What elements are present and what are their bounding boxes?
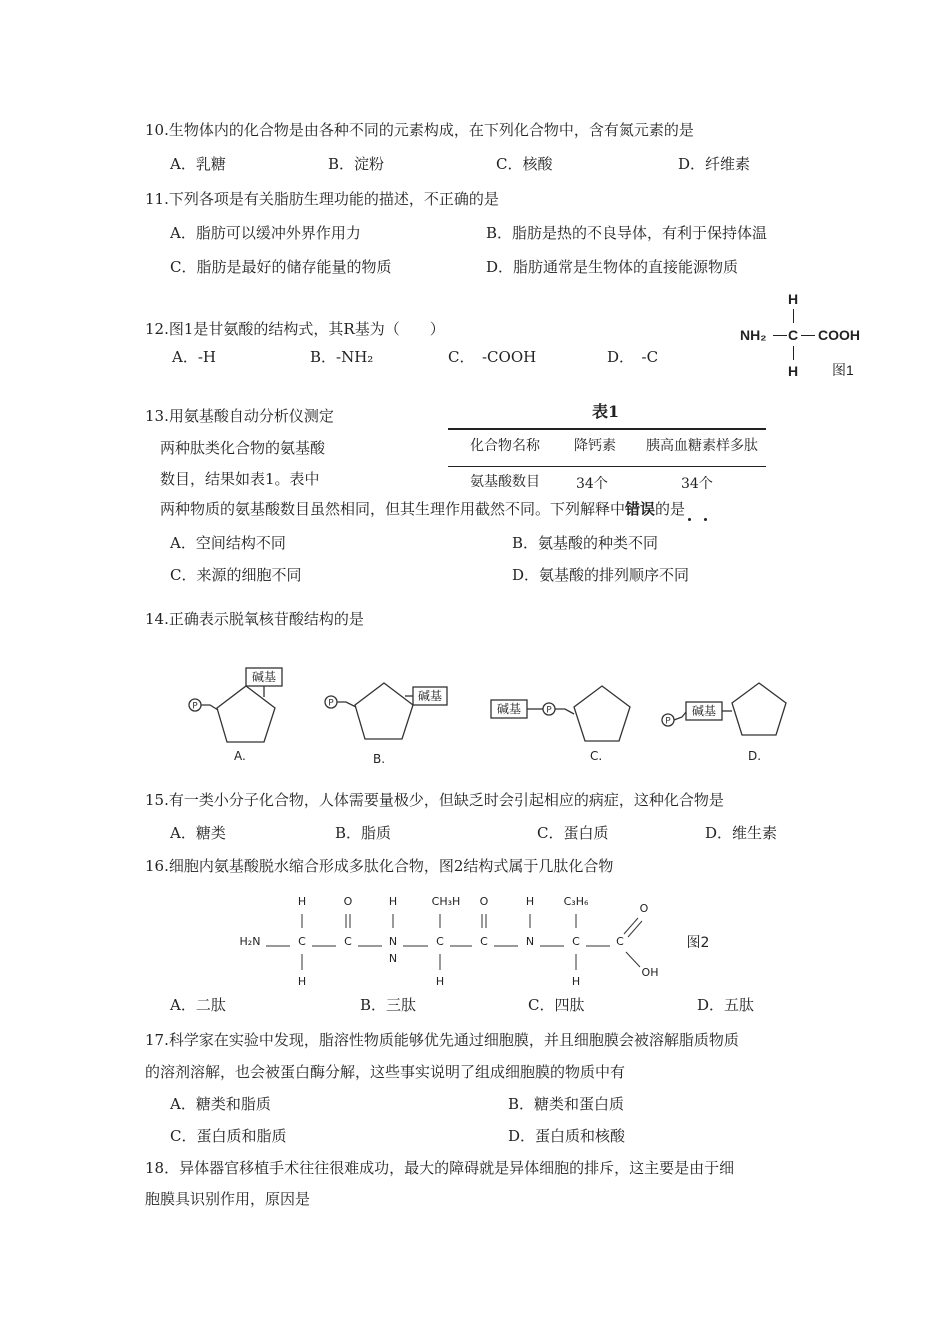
q11-option-b[interactable]: B．脂肪是热的不良导体，有利于保持体温 xyxy=(486,224,768,242)
table-1-title: 表1 xyxy=(592,402,620,421)
q15-option-a[interactable]: A．糖类 xyxy=(170,824,226,842)
q13-option-b[interactable]: B．氨基酸的种类不同 xyxy=(512,534,659,552)
fig2-h: H xyxy=(388,895,398,908)
q10-option-a[interactable]: A．乳糖 xyxy=(170,155,226,173)
q16-stem: 16.细胞内氨基酸脱水缩合形成多肽化合物，图2结构式属于几肽化合物 xyxy=(145,857,614,875)
phosphate-label: P xyxy=(665,716,671,727)
base-label: 碱基 xyxy=(417,689,443,703)
fig2-c: C xyxy=(436,935,444,948)
q11-option-a[interactable]: A．脂肪可以缓冲外界作用力 xyxy=(170,224,361,242)
q13-option-c[interactable]: C．来源的细胞不同 xyxy=(170,566,302,584)
fig2-h: H xyxy=(525,895,535,908)
q13-option-d[interactable]: D．氨基酸的排列顺序不同 xyxy=(512,566,690,584)
fig2-oh: OH xyxy=(641,966,659,979)
q16-option-a[interactable]: A．二肽 xyxy=(170,996,226,1014)
q13-option-a[interactable]: A．空间结构不同 xyxy=(170,534,286,552)
fig2-c: C xyxy=(480,935,488,948)
fig2-h: H xyxy=(571,975,581,988)
q17-stem-line1: 17.科学家在实验中发现，脂溶性物质能够优先通过细胞膜，并且细胞膜会被溶解脂质物质 xyxy=(145,1031,739,1049)
fig2-h2n: H₂N xyxy=(239,935,261,948)
fig1-c: C xyxy=(788,327,799,343)
q11-option-d[interactable]: D．脂肪通常是生物体的直接能源物质 xyxy=(486,258,739,276)
q13-stem-line3: 数目，结果如表1。表中 xyxy=(160,470,320,488)
figure-2-peptide xyxy=(230,890,730,990)
fig2-n: N xyxy=(388,935,398,948)
fig1-label: 图1 xyxy=(832,362,854,378)
q15-stem: 15.有一类小分子化合物，人体需要量极少，但缺乏时会引起相应的病症，这种化合物是 xyxy=(145,791,724,809)
table-header-name: 化合物名称 xyxy=(470,438,540,454)
q12-option-c[interactable]: C． -COOH xyxy=(448,348,537,366)
q16-option-b[interactable]: B．三肽 xyxy=(360,996,417,1014)
q10-option-b[interactable]: B．淀粉 xyxy=(328,155,385,173)
q17-option-a[interactable]: A．糖类和脂质 xyxy=(170,1095,271,1113)
fig1-h-top: H xyxy=(788,291,799,307)
table-cell: 34个 xyxy=(681,476,713,492)
fig2-o: O xyxy=(343,895,353,908)
fig2-h: H xyxy=(435,975,445,988)
q12-option-a[interactable]: A．-H xyxy=(172,348,216,366)
q10-option-c[interactable]: C．核酸 xyxy=(496,155,553,173)
fig2-ch3h: CH₃H xyxy=(431,895,461,908)
q13-stem-line4-a: 两种物质的氨基酸数目虽然相同，但其生理作用截然不同。下列解释中 xyxy=(160,500,626,518)
q18-stem-line1: 18．异体器官移植手术往往很难成功，最大的障碍就是异体细胞的排斥，这主要是由于细 xyxy=(145,1159,735,1177)
q12-option-b[interactable]: B．-NH₂ xyxy=(310,348,374,366)
table-row-label: 氨基酸数目 xyxy=(470,474,540,490)
fig2-h: H xyxy=(297,895,307,908)
base-label: 碱基 xyxy=(496,702,522,716)
q17-option-b[interactable]: B．糖类和蛋白质 xyxy=(508,1095,625,1113)
q15-option-b[interactable]: B．脂质 xyxy=(335,824,392,842)
q15-option-d[interactable]: D．维生素 xyxy=(705,824,778,842)
q17-stem-line2: 的溶剂溶解，也会被蛋白酶分解，这些事实说明了组成细胞膜的物质中有 xyxy=(145,1063,626,1081)
q15-option-c[interactable]: C．蛋白质 xyxy=(537,824,609,842)
phosphate-label: P xyxy=(192,701,198,712)
fig2-c: C xyxy=(344,935,352,948)
q14-option-b[interactable]: B. xyxy=(373,752,386,766)
table-header-calcitonin: 降钙素 xyxy=(574,438,616,454)
q17-option-c[interactable]: C．蛋白质和脂质 xyxy=(170,1127,287,1145)
q13-emphasis-wrong: 错误 xyxy=(625,500,656,518)
phosphate-label: P xyxy=(328,698,334,709)
fig2-c3h6: C₃H₆ xyxy=(563,895,589,908)
q11-stem: 11.下列各项是有关脂肪生理功能的描述，不正确的是 xyxy=(145,190,499,208)
fig2-c: C xyxy=(298,935,306,948)
q13-stem-line1: 13.用氨基酸自动分析仪测定 xyxy=(145,407,334,425)
q12-stem: 12.图1是甘氨酸的结构式，其R基为（ ） xyxy=(145,320,445,338)
fig1-cooh: COOH xyxy=(818,327,860,343)
fig2-h: H xyxy=(297,975,307,988)
q11-option-c[interactable]: C．脂肪是最好的储存能量的物质 xyxy=(170,258,392,276)
fig2-label: 图2 xyxy=(686,935,710,951)
fig2-o-terminal: O xyxy=(639,902,649,915)
fig1-nh2: NH₂ xyxy=(740,327,767,343)
base-label: 碱基 xyxy=(251,670,277,684)
q13-stem-line2: 两种肽类化合物的氨基酸 xyxy=(160,439,326,457)
q14-stem: 14.正确表示脱氧核苷酸结构的是 xyxy=(145,610,364,628)
phosphate-label: P xyxy=(546,705,552,716)
q12-option-d[interactable]: D． -C xyxy=(607,348,659,366)
table-cell: 34个 xyxy=(576,476,608,492)
q14-option-d[interactable]: D. xyxy=(748,749,762,763)
fig2-n: N xyxy=(525,935,535,948)
q10-stem: 10.生物体内的化合物是由各种不同的元素构成，在下列化合物中，含有氮元素的是 xyxy=(145,121,694,139)
table-header-glp: 胰高血糖素样多肽 xyxy=(646,438,758,454)
q18-stem-line2: 胞膜具识别作用，原因是 xyxy=(145,1190,311,1208)
fig2-n-extra: N xyxy=(388,952,398,965)
q17-option-d[interactable]: D．蛋白质和核酸 xyxy=(508,1127,626,1145)
fig2-c: C xyxy=(616,935,624,948)
fig2-o: O xyxy=(479,895,489,908)
base-label: 碱基 xyxy=(691,704,717,718)
q14-option-c[interactable]: C. xyxy=(590,749,603,763)
q10-option-d[interactable]: D．纤维素 xyxy=(678,155,751,173)
q16-option-c[interactable]: C．四肽 xyxy=(528,996,585,1014)
q16-option-d[interactable]: D．五肽 xyxy=(697,996,755,1014)
fig1-h-bottom: H xyxy=(788,363,799,379)
q13-stem-line4-b: 的是 xyxy=(655,500,686,518)
fig2-c: C xyxy=(572,935,580,948)
q14-option-a[interactable]: A. xyxy=(234,749,246,763)
